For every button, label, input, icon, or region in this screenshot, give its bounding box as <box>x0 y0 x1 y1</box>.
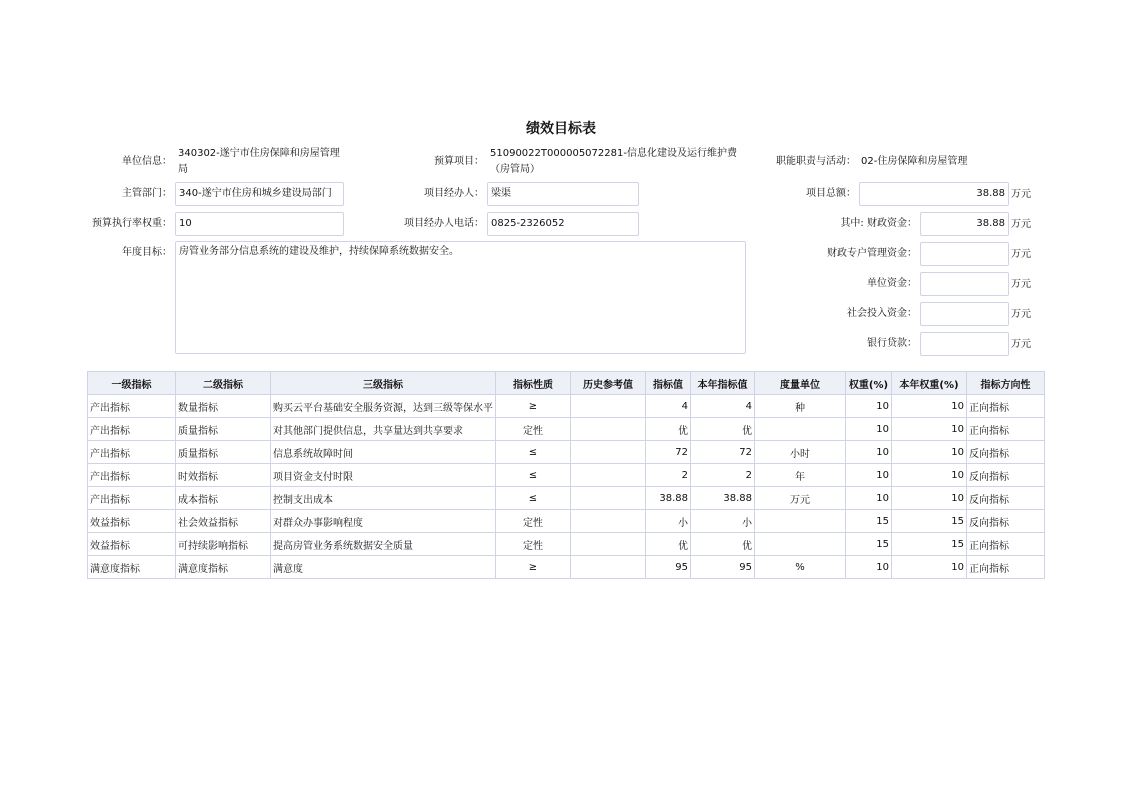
fiscal-fund-label: 其中: 财政资金： <box>840 218 917 229</box>
level3-cell: 对群众办事影响程度 <box>271 510 496 533</box>
duty-activity-value: 02-住房保障和房屋管理 <box>861 156 968 167</box>
direction-cell: 反向指标 <box>967 487 1045 510</box>
weight-cell: 15 <box>846 533 892 556</box>
column-header: 本年指标值 <box>691 372 755 395</box>
level1-cell: 产出指标 <box>88 441 176 464</box>
dept-field[interactable]: 340-遂宁市住房和城乡建设局部门 <box>175 182 344 206</box>
project-total-field[interactable]: 38.88 <box>859 182 1009 206</box>
weight-cell: 10 <box>846 464 892 487</box>
annual-weight-cell: 10 <box>892 418 967 441</box>
history-cell <box>571 487 646 510</box>
bank-loan-unit: 万元 <box>1011 339 1031 350</box>
level1-cell: 产出指标 <box>88 487 176 510</box>
unit-fund-label: 单位资金： <box>867 278 917 289</box>
unit-info-label: 单位信息： <box>122 156 172 167</box>
history-cell <box>571 556 646 579</box>
column-header: 本年权重(%) <box>892 372 967 395</box>
nature-cell: ≥ <box>496 395 571 418</box>
table-row <box>88 395 1045 418</box>
direction-cell: 正向指标 <box>967 556 1045 579</box>
annual-weight-cell: 10 <box>892 441 967 464</box>
annual-goal-textarea[interactable]: 房管业务部分信息系统的建设及维护，持续保障系统数据安全。 <box>175 241 746 354</box>
level1-cell: 产出指标 <box>88 418 176 441</box>
level3-cell: 对其他部门提供信息，共享量达到共享要求 <box>271 418 496 441</box>
indicator-table <box>87 371 1045 579</box>
budget-project-value: 51090022T000005072281-信息化建设及运行维护费（房管局） <box>490 148 737 175</box>
budget-project-label: 预算项目： <box>434 156 484 167</box>
weight-cell: 15 <box>846 510 892 533</box>
special-account-unit: 万元 <box>1011 249 1031 260</box>
table-header-row <box>88 372 1045 395</box>
annual-target-cell: 72 <box>691 441 755 464</box>
target-value-cell: 95 <box>646 556 691 579</box>
fiscal-fund-field[interactable]: 38.88 <box>920 212 1009 236</box>
nature-cell: 定性 <box>496 533 571 556</box>
direction-cell: 反向指标 <box>967 441 1045 464</box>
table-row <box>88 464 1045 487</box>
target-value-cell: 2 <box>646 464 691 487</box>
history-cell <box>571 441 646 464</box>
direction-cell: 正向指标 <box>967 395 1045 418</box>
level2-cell: 时效指标 <box>176 464 271 487</box>
nature-cell: 定性 <box>496 510 571 533</box>
column-header: 三级指标 <box>271 372 496 395</box>
direction-cell: 反向指标 <box>967 510 1045 533</box>
annual-weight-cell: 10 <box>892 556 967 579</box>
project-total-unit: 万元 <box>1011 189 1031 200</box>
level2-cell: 满意度指标 <box>176 556 271 579</box>
unit-fund-unit: 万元 <box>1011 279 1031 290</box>
level2-cell: 社会效益指标 <box>176 510 271 533</box>
unit-fund-field[interactable] <box>920 272 1009 296</box>
unit-cell: 年 <box>755 464 846 487</box>
social-investment-field[interactable] <box>920 302 1009 326</box>
nature-cell: ≤ <box>496 487 571 510</box>
annual-target-cell: 优 <box>691 418 755 441</box>
table-row <box>88 556 1045 579</box>
annual-weight-cell: 10 <box>892 395 967 418</box>
column-header: 二级指标 <box>176 372 271 395</box>
level1-cell: 产出指标 <box>88 464 176 487</box>
target-value-cell: 优 <box>646 418 691 441</box>
history-cell <box>571 395 646 418</box>
level2-cell: 质量指标 <box>176 441 271 464</box>
target-value-cell: 4 <box>646 395 691 418</box>
annual-goal-label: 年度目标： <box>122 247 172 258</box>
project-manager-label: 项目经办人： <box>424 188 484 199</box>
bank-loan-field[interactable] <box>920 332 1009 356</box>
target-value-cell: 优 <box>646 533 691 556</box>
unit-info-value: 340302-遂宁市住房保障和房屋管理局 <box>178 148 340 175</box>
history-cell <box>571 533 646 556</box>
history-cell <box>571 464 646 487</box>
table-row <box>88 533 1045 556</box>
level1-cell: 产出指标 <box>88 395 176 418</box>
social-investment-label: 社会投入资金： <box>847 308 917 319</box>
level2-cell: 质量指标 <box>176 418 271 441</box>
table-row <box>88 487 1045 510</box>
manager-phone-field[interactable]: 0825-2326052 <box>487 212 639 236</box>
table-row <box>88 418 1045 441</box>
fiscal-fund-unit: 万元 <box>1011 219 1031 230</box>
unit-cell: 小时 <box>755 441 846 464</box>
unit-cell <box>755 533 846 556</box>
nature-cell: ≤ <box>496 464 571 487</box>
level3-cell: 信息系统故障时间 <box>271 441 496 464</box>
exec-rate-weight-field[interactable]: 10 <box>175 212 344 236</box>
nature-cell: ≤ <box>496 441 571 464</box>
annual-target-cell: 4 <box>691 395 755 418</box>
direction-cell: 正向指标 <box>967 418 1045 441</box>
annual-target-cell: 2 <box>691 464 755 487</box>
weight-cell: 10 <box>846 395 892 418</box>
table-row <box>88 510 1045 533</box>
annual-target-cell: 95 <box>691 556 755 579</box>
level1-cell: 满意度指标 <box>88 556 176 579</box>
level3-cell: 满意度 <box>271 556 496 579</box>
nature-cell: 定性 <box>496 418 571 441</box>
special-account-label: 财政专户管理资金： <box>827 248 917 259</box>
target-value-cell: 38.88 <box>646 487 691 510</box>
unit-cell <box>755 510 846 533</box>
level3-cell: 控制支出成本 <box>271 487 496 510</box>
target-value-cell: 小 <box>646 510 691 533</box>
table-row <box>88 441 1045 464</box>
level2-cell: 数量指标 <box>176 395 271 418</box>
weight-cell: 10 <box>846 487 892 510</box>
project-total-label: 项目总额： <box>806 188 856 199</box>
unit-cell: % <box>755 556 846 579</box>
direction-cell: 反向指标 <box>967 464 1045 487</box>
weight-cell: 10 <box>846 556 892 579</box>
duty-activity-label: 职能职责与活动： <box>776 156 856 167</box>
level2-cell: 可持续影响指标 <box>176 533 271 556</box>
nature-cell: ≥ <box>496 556 571 579</box>
history-cell <box>571 418 646 441</box>
annual-weight-cell: 15 <box>892 533 967 556</box>
annual-weight-cell: 15 <box>892 510 967 533</box>
level3-cell: 购买云平台基础安全服务资源，达到三级等保水平 <box>271 395 496 418</box>
unit-cell: 种 <box>755 395 846 418</box>
bank-loan-label: 银行贷款： <box>867 338 917 349</box>
column-header: 度量单位 <box>755 372 846 395</box>
manager-phone-label: 项目经办人电话： <box>404 218 484 229</box>
level1-cell: 效益指标 <box>88 510 176 533</box>
column-header: 权重(%) <box>846 372 892 395</box>
level3-cell: 项目资金支付时限 <box>271 464 496 487</box>
unit-cell: 万元 <box>755 487 846 510</box>
special-account-field[interactable] <box>920 242 1009 266</box>
social-investment-unit: 万元 <box>1011 309 1031 320</box>
level1-cell: 效益指标 <box>88 533 176 556</box>
level3-cell: 提高房管业务系统数据安全质量 <box>271 533 496 556</box>
column-header: 历史参考值 <box>571 372 646 395</box>
annual-weight-cell: 10 <box>892 487 967 510</box>
project-manager-field[interactable]: 梁渠 <box>487 182 639 206</box>
annual-target-cell: 小 <box>691 510 755 533</box>
exec-rate-weight-label: 预算执行率权重： <box>92 218 172 229</box>
dept-label: 主管部门： <box>122 188 172 199</box>
annual-weight-cell: 10 <box>892 464 967 487</box>
column-header: 指标性质 <box>496 372 571 395</box>
unit-cell <box>755 418 846 441</box>
target-value-cell: 72 <box>646 441 691 464</box>
history-cell <box>571 510 646 533</box>
page-title: 绩效目标表 <box>526 121 596 137</box>
column-header: 一级指标 <box>88 372 176 395</box>
level2-cell: 成本指标 <box>176 487 271 510</box>
column-header: 指标方向性 <box>967 372 1045 395</box>
weight-cell: 10 <box>846 418 892 441</box>
annual-target-cell: 38.88 <box>691 487 755 510</box>
column-header: 指标值 <box>646 372 691 395</box>
weight-cell: 10 <box>846 441 892 464</box>
direction-cell: 正向指标 <box>967 533 1045 556</box>
annual-target-cell: 优 <box>691 533 755 556</box>
